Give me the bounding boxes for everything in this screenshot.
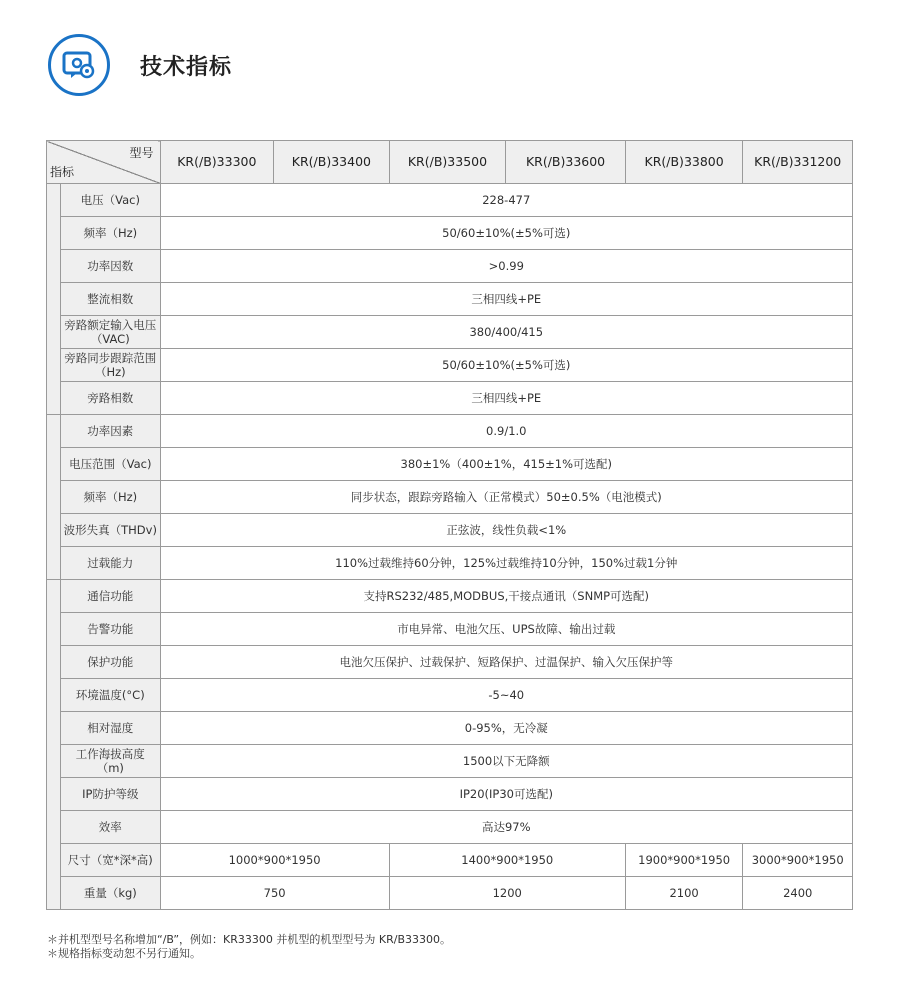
row-value: 110%过载维持60分钟，125%过载维持10分钟，150%过载1分钟 bbox=[160, 547, 852, 580]
settings-screen-icon bbox=[48, 34, 110, 96]
section-header bbox=[48, 32, 232, 98]
row-label: 尺寸（宽*深*高) bbox=[61, 844, 160, 877]
row-label: 功率因素 bbox=[61, 415, 160, 448]
table-row bbox=[47, 448, 853, 481]
size-value: 1900*900*1950 bbox=[625, 844, 743, 877]
row-value: 三相四线+PE bbox=[160, 382, 852, 415]
row-value: IP20(IP30可选配) bbox=[160, 778, 852, 811]
footnotes bbox=[47, 933, 451, 961]
weight-row bbox=[47, 877, 853, 910]
row-value: 380±1%（400±1%，415±1%可选配) bbox=[160, 448, 852, 481]
page-title: 技术指标 bbox=[140, 54, 233, 80]
corner-model-label: 型号 bbox=[129, 146, 154, 160]
model-header: KR(/B)33800 bbox=[625, 141, 743, 184]
spec-table bbox=[46, 140, 853, 910]
model-header: KR(/B)33500 bbox=[389, 141, 506, 184]
footnote: ＊规格指标变动恕不另行通知。 bbox=[47, 947, 201, 960]
table-row bbox=[47, 514, 853, 547]
row-value: 同步状态，跟踪旁路输入（正常模式）50±0.5%（电池模式) bbox=[160, 481, 852, 514]
row-value: 1500以下无降额 bbox=[160, 745, 852, 778]
row-value: 三相四线+PE bbox=[160, 283, 852, 316]
corner-cell bbox=[47, 141, 161, 184]
row-value: 380/400/415 bbox=[160, 316, 852, 349]
table-row bbox=[47, 646, 853, 679]
table-row bbox=[47, 778, 853, 811]
weight-value: 1200 bbox=[389, 877, 625, 910]
row-label: 效率 bbox=[61, 811, 160, 844]
table-row bbox=[47, 349, 853, 382]
row-label: 旁路额定输入电压（VAC) bbox=[61, 316, 160, 349]
row-value: 50/60±10%(±5%可选) bbox=[160, 349, 852, 382]
model-header: KR(/B)33300 bbox=[160, 141, 274, 184]
row-label: 过载能力 bbox=[61, 547, 160, 580]
table-row bbox=[47, 481, 853, 514]
table-row bbox=[47, 580, 853, 613]
table-row bbox=[47, 415, 853, 448]
row-value: -5~40 bbox=[160, 679, 852, 712]
row-value: 支持RS232/485,MODBUS,干接点通讯（SNMP可选配) bbox=[160, 580, 852, 613]
row-label: 旁路同步跟踪范围（Hz) bbox=[61, 349, 160, 382]
header-row bbox=[47, 141, 853, 184]
weight-value: 750 bbox=[160, 877, 389, 910]
row-label: 工作海拔高度（m) bbox=[61, 745, 160, 778]
size-value: 1400*900*1950 bbox=[389, 844, 625, 877]
model-header: KR(/B)33400 bbox=[274, 141, 390, 184]
row-label: 频率（Hz) bbox=[61, 481, 160, 514]
row-value: 228-477 bbox=[160, 184, 852, 217]
table-row bbox=[47, 679, 853, 712]
footnote: ＊并机型型号名称增加“/B”，例如：KR33300 并机型的机型型号为 KR/B33300。 bbox=[47, 933, 451, 946]
row-value: >0.99 bbox=[160, 250, 852, 283]
row-value: 电池欠压保护、过载保护、短路保护、过温保护、输入欠压保护等 bbox=[160, 646, 852, 679]
row-label: 保护功能 bbox=[61, 646, 160, 679]
row-label: 重量（kg) bbox=[61, 877, 160, 910]
weight-value: 2400 bbox=[743, 877, 853, 910]
row-value: 正弦波，线性负载<1% bbox=[160, 514, 852, 547]
table-row bbox=[47, 382, 853, 415]
table-row bbox=[47, 745, 853, 778]
row-value: 50/60±10%(±5%可选) bbox=[160, 217, 852, 250]
weight-value: 2100 bbox=[625, 877, 743, 910]
table-row bbox=[47, 250, 853, 283]
corner-index-label: 指标 bbox=[50, 165, 75, 179]
table-row bbox=[47, 184, 853, 217]
row-label: 相对湿度 bbox=[61, 712, 160, 745]
row-value: 0-95%，无冷凝 bbox=[160, 712, 852, 745]
table-row bbox=[47, 547, 853, 580]
row-label: IP防护等级 bbox=[61, 778, 160, 811]
row-label: 旁路相数 bbox=[61, 382, 160, 415]
row-label: 电压范围（Vac) bbox=[61, 448, 160, 481]
row-label: 频率（Hz) bbox=[61, 217, 160, 250]
model-header: KR(/B)33600 bbox=[506, 141, 626, 184]
row-label: 电压（Vac) bbox=[61, 184, 160, 217]
table-row bbox=[47, 712, 853, 745]
row-label: 通信功能 bbox=[61, 580, 160, 613]
row-label: 告警功能 bbox=[61, 613, 160, 646]
table-row bbox=[47, 283, 853, 316]
model-header: KR(/B)331200 bbox=[743, 141, 853, 184]
input-group-cell bbox=[47, 184, 61, 415]
table-row bbox=[47, 316, 853, 349]
table-row bbox=[47, 217, 853, 250]
row-value: 高达97% bbox=[160, 811, 852, 844]
row-label: 整流相数 bbox=[61, 283, 160, 316]
row-label: 波形失真（THDv) bbox=[61, 514, 160, 547]
row-value: 0.9/1.0 bbox=[160, 415, 852, 448]
row-label: 环境温度(°C) bbox=[61, 679, 160, 712]
row-label: 功率因数 bbox=[61, 250, 160, 283]
row-value: 市电异常、电池欠压、UPS故障、输出过载 bbox=[160, 613, 852, 646]
table-row bbox=[47, 811, 853, 844]
output-group-cell bbox=[47, 415, 61, 580]
size-value: 1000*900*1950 bbox=[160, 844, 389, 877]
system-group-cell bbox=[47, 580, 61, 910]
size-value: 3000*900*1950 bbox=[743, 844, 853, 877]
table-row bbox=[47, 613, 853, 646]
size-row bbox=[47, 844, 853, 877]
